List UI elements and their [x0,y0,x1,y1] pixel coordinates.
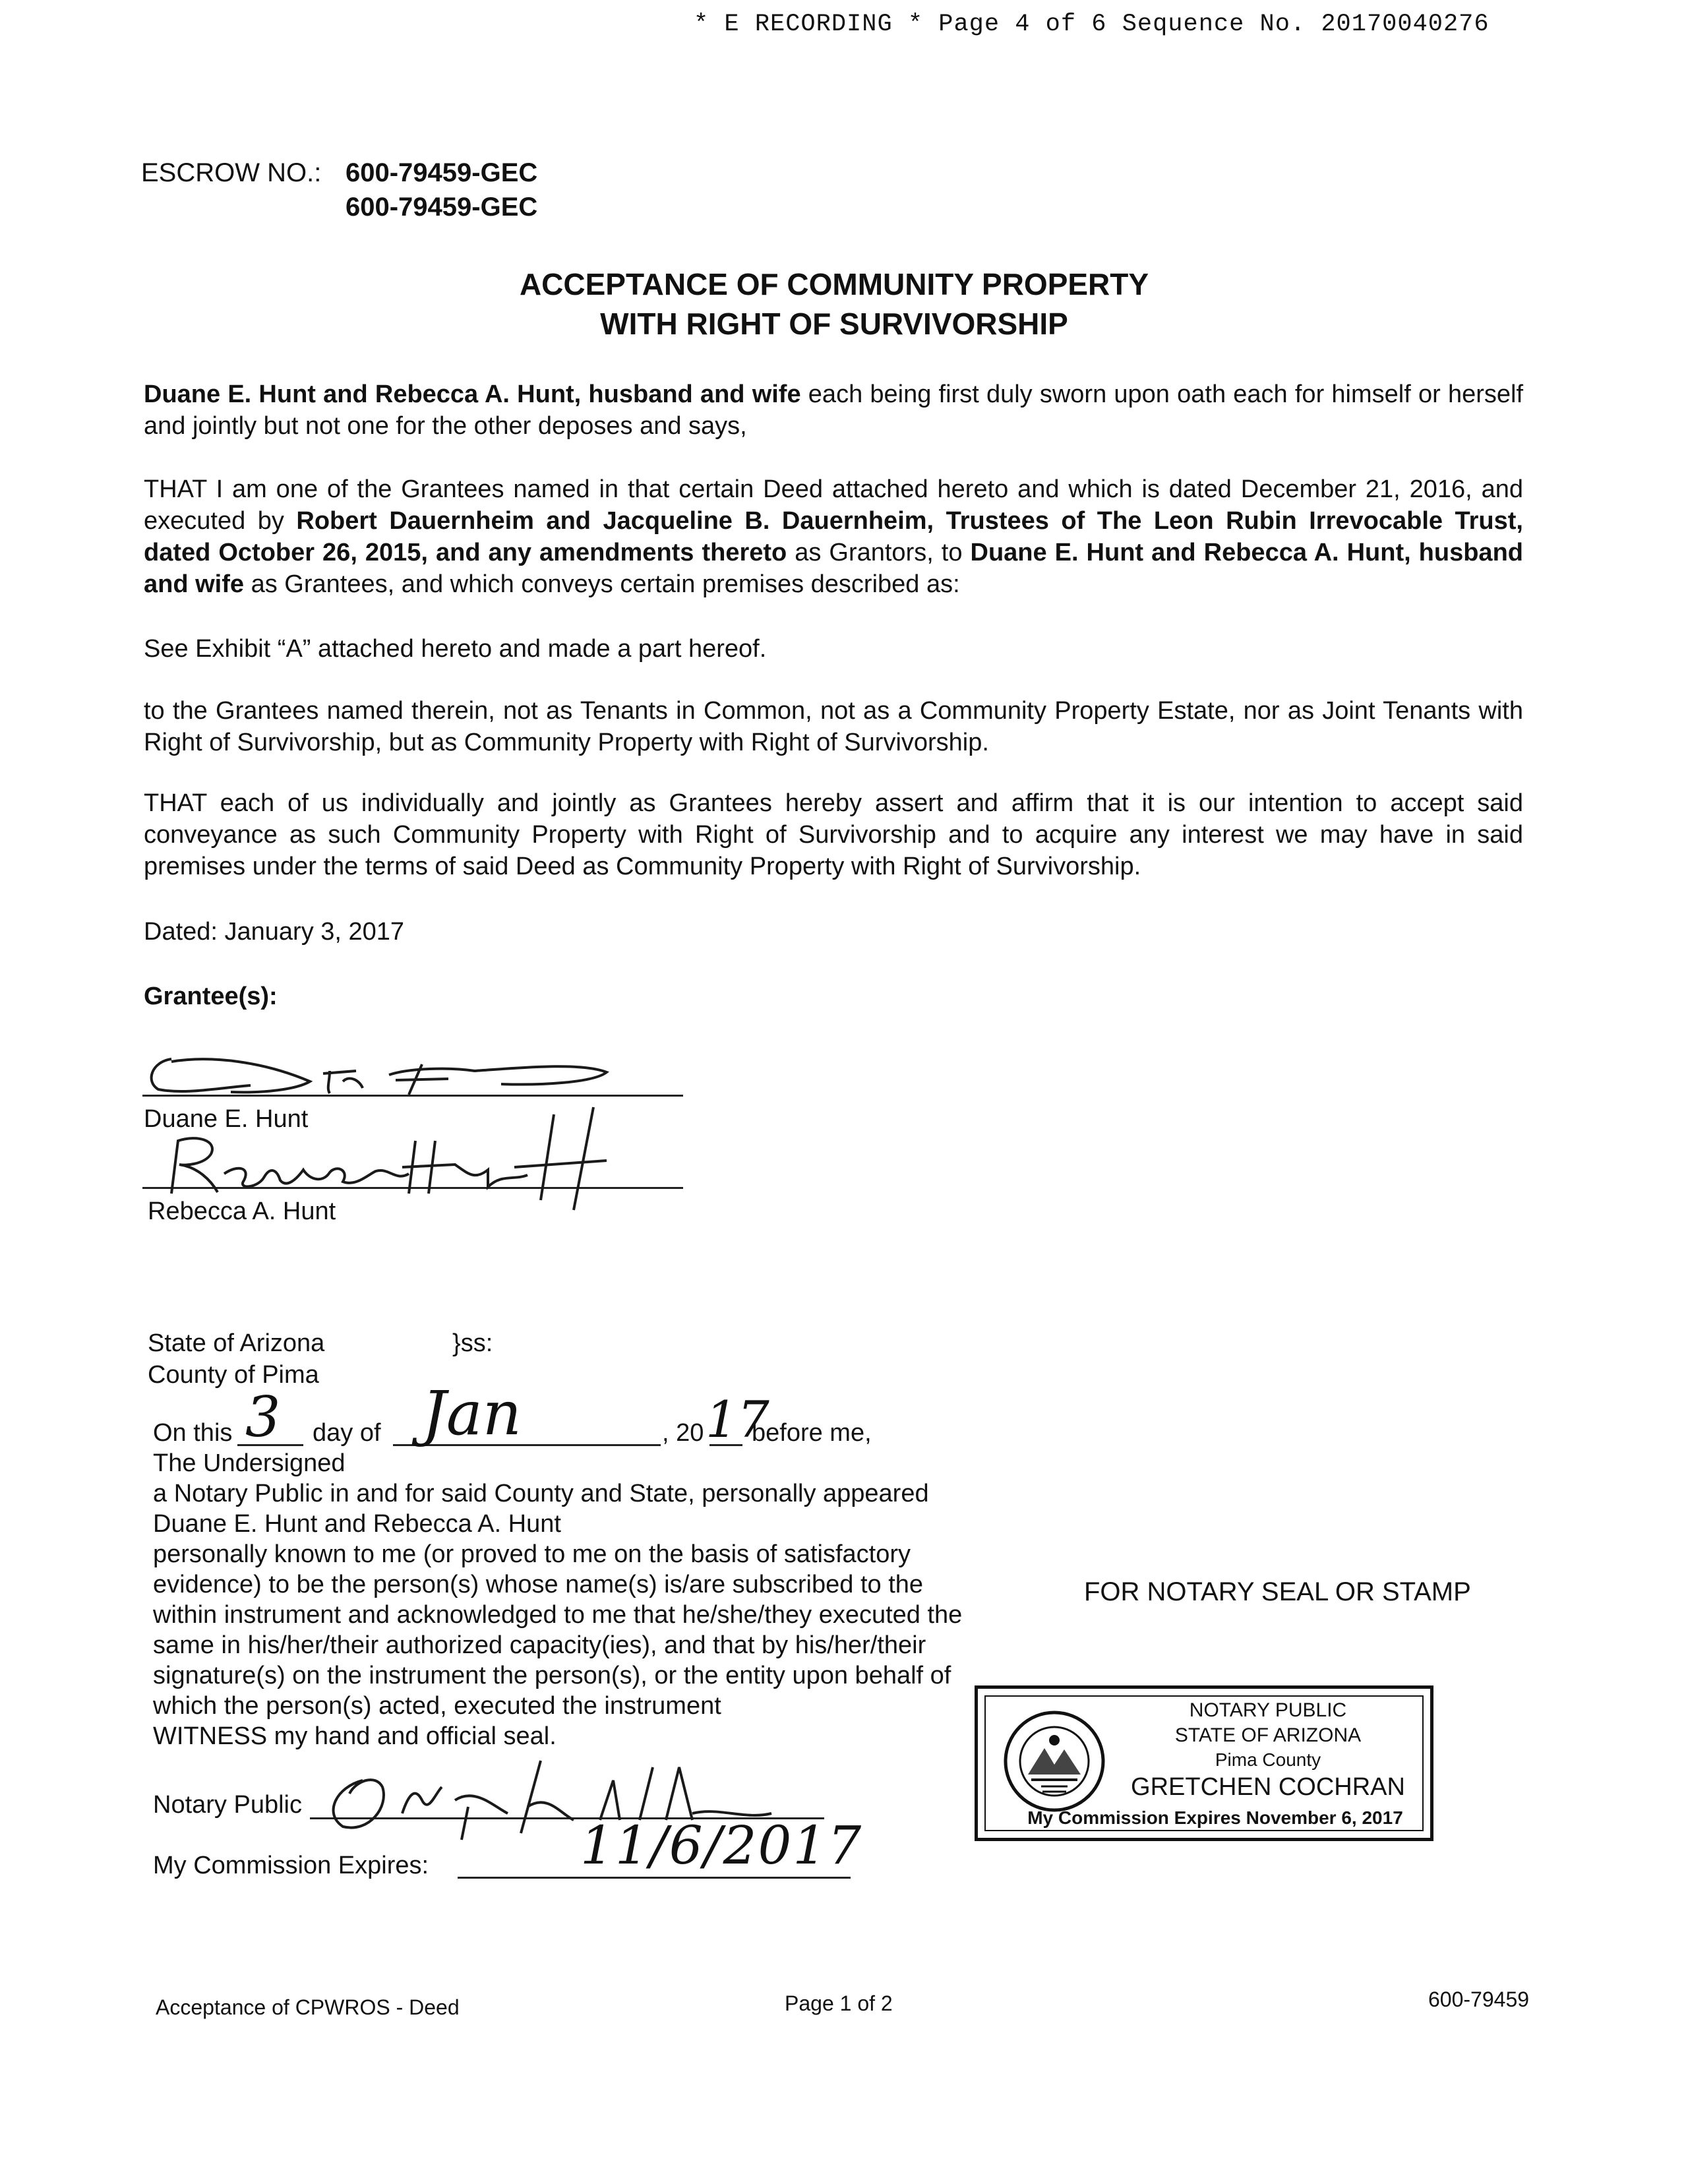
dated-line: Dated: January 3, 2017 [144,918,405,946]
notary-body-line: same in his/her/their authorized capacity(ies), and that by his/her/their [153,1631,926,1659]
on-this-label: On this [153,1419,233,1447]
notary-body-line: evidence) to be the person(s) whose name(s) is/are subscribed to the [153,1571,924,1598]
stamp-line-1: NOTARY PUBLIC [1189,1699,1347,1721]
notary-body-line: which the person(s) acted, executed the instrument [153,1692,721,1720]
deed-text-a: THAT I am one of the Grantees named in that certain Deed attached hereto and which is dated December 21, 2016, and executed by [144,475,1523,535]
before-me-label: before me, [752,1419,872,1447]
notary-body-line: WITNESS my hand and official seal. [153,1722,557,1750]
year-handwritten: 17 [706,1390,769,1449]
notary-ss: }ss: [452,1329,493,1357]
notary-body-line: signature(s) on the instrument the person(s), or the entity upon behalf of [153,1662,951,1689]
notary-county: County of Pima [148,1361,319,1389]
stamp-line-3: Pima County [1215,1749,1321,1770]
exhibit-reference: See Exhibit “A” attached hereto and made a part hereof. [144,635,767,663]
grantors-names: Robert Dauernheim and Jacqueline B. Dauernheim, Trustees of The Leon Rubin Irrevocable Trust, dated October 26, 2015, and any amendments thereto [144,507,1523,566]
stamp-commission-expires: My Commission Expires November 6, 2017 [1027,1807,1403,1828]
state-seal-icon [1002,1709,1107,1814]
notary-body-line: Duane E. Hunt and Rebecca A. Hunt [153,1510,561,1538]
commission-handwritten: 11/6/2017 [580,1815,863,1876]
escrow-number: 600-79459-GEC [346,158,538,187]
notary-state: State of Arizona [148,1329,325,1357]
tenancy-paragraph: to the Grantees named therein, not as Tenants in Common, not as a Community Property Estate, nor as Joint Tenants with Right of Survivorship, but as Community Property with Right of Survivorship. [144,697,1523,756]
affiant-names: Duane E. Hunt and Rebecca A. Hunt, husband and wife [144,380,801,408]
month-handwritten: Jan [422,1378,522,1449]
notary-stamp [975,1685,1433,1841]
escrow-label: ESCROW NO.: [141,158,322,187]
stamp-notary-name: GRETCHEN COCHRAN [1131,1773,1405,1801]
recording-header: * E RECORDING * Page 4 of 6 Sequence No. 20170040276 [694,11,1490,38]
notary-body-line: personally known to me (or proved to me on the basis of satisfactory [153,1540,911,1568]
document-title-line-1: ACCEPTANCE OF COMMUNITY PROPERTY [519,267,1149,301]
document-title-line-2: WITH RIGHT OF SURVIVORSHIP [600,307,1068,341]
commission-blank [458,1877,851,1879]
footer-document-name: Acceptance of CPWROS - Deed [156,1995,460,2019]
commission-expires-label: My Commission Expires: [153,1852,429,1879]
footer-escrow-ref: 600-79459 [1428,1987,1530,2011]
day-handwritten: 3 [245,1385,281,1449]
affiant-paragraph [144,379,1523,442]
notary-public-label: Notary Public [153,1791,302,1819]
grantee-1-name: Duane E. Hunt [144,1105,309,1133]
affirmation-paragraph: THAT each of us individually and jointly as Grantees hereby assert and affirm that it is our intention to accept said conveyance as such Community Property with Right of Survivorship and to acquire any interest we may have in said premises under the terms of said Deed as Community Property with Right of Survivorship. [144,789,1523,880]
footer-page-number: Page 1 of 2 [785,1991,893,2015]
day-of-label: day of [313,1419,381,1447]
seal-placeholder-label: FOR NOTARY SEAL OR STAMP [1084,1577,1471,1606]
deed-text-c: as Grantors, to [787,539,971,566]
signature-stroke-vertical [560,1105,600,1217]
grantees-names: Duane E. Hunt and Rebecca A. Hunt, husband and wife [144,539,1523,598]
year-prefix: , 20 [662,1419,704,1447]
stamp-line-2: STATE OF ARIZONA [1174,1724,1362,1746]
escrow-number-repeat: 600-79459-GEC [346,193,538,222]
grantees-label: Grantee(s): [144,983,278,1010]
undersigned-label: The Undersigned [153,1449,346,1477]
affiant-oath-text: each being first duly sworn upon oath each for himself or herself and jointly but not one for the other deposes and says, [144,380,1523,440]
deed-paragraph [144,473,1523,600]
deed-text-e: as Grantees, and which conveys certain premises described as: [244,570,960,598]
notary-body-line: a Notary Public in and for said County and State, personally appeared [153,1480,929,1507]
grantee-2-name: Rebecca A. Hunt [148,1198,336,1225]
notary-body-line: within instrument and acknowledged to me that he/she/they executed the [153,1601,963,1629]
